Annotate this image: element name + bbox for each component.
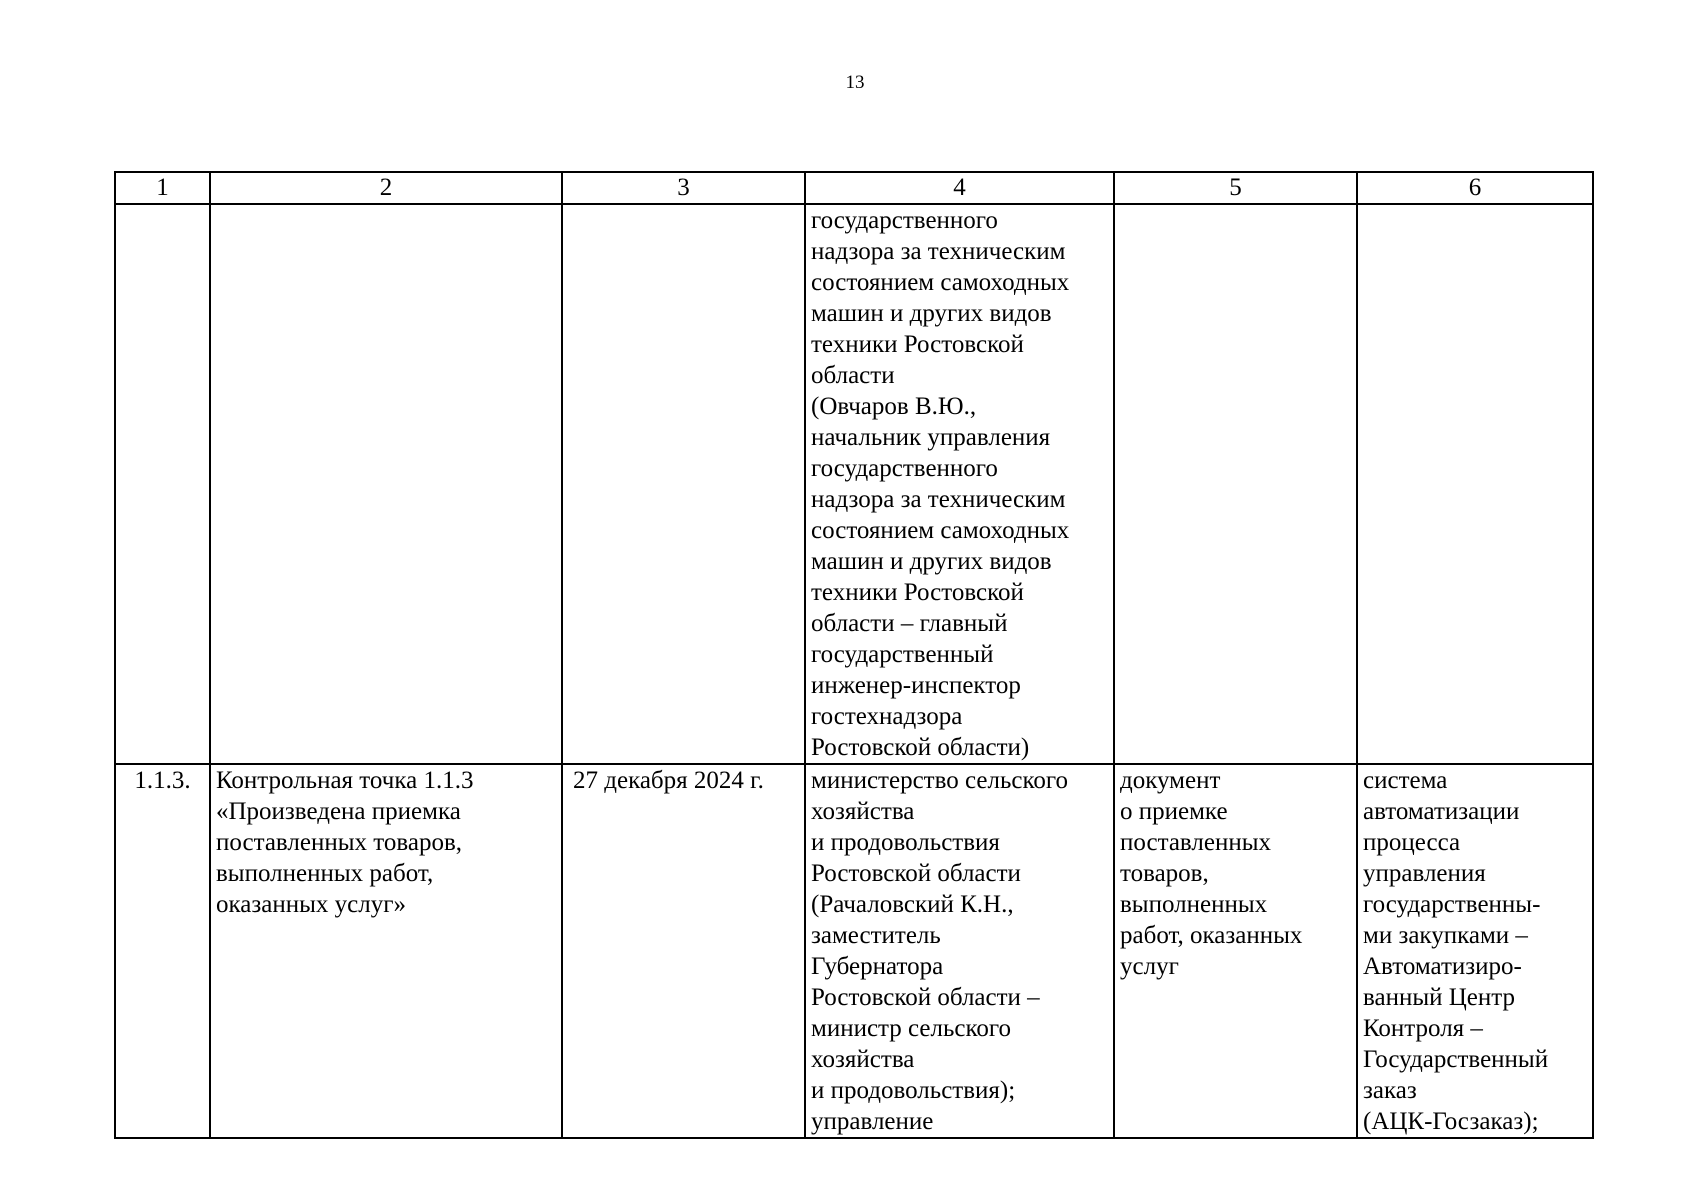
header-cell-6: 6 bbox=[1357, 172, 1593, 204]
information-system-cell: система автоматизации процесса управления государственны- ми закупками – Автоматизиро- ванный Центр Контроля – Государственный заказ (АЦК-Госзаказ); bbox=[1357, 764, 1593, 1138]
date-cell: 27 декабря 2024 г. bbox=[562, 764, 805, 1138]
header-cell-5: 5 bbox=[1114, 172, 1357, 204]
row-number-cell: 1.1.3. bbox=[115, 764, 210, 1138]
table-row bbox=[115, 764, 1593, 1138]
responsible-cell: министерство сельского хозяйства и продовольствия Ростовской области (Рачаловский К.Н., заместитель Губернатора Ростовской области – министр сельского хозяйства и продовольствия); управление bbox=[805, 764, 1114, 1138]
table-header-row bbox=[115, 172, 1593, 204]
header-cell-4: 4 bbox=[805, 172, 1114, 204]
control-point-cell: Контрольная точка 1.1.3 «Произведена приемка поставленных товаров, выполненных работ, оказанных услуг» bbox=[210, 764, 562, 1138]
page-number: 13 bbox=[845, 72, 865, 93]
table-row bbox=[115, 204, 1593, 764]
date-cell bbox=[562, 204, 805, 764]
header-cell-3: 3 bbox=[562, 172, 805, 204]
header-cell-1: 1 bbox=[115, 172, 210, 204]
row-number-cell bbox=[115, 204, 210, 764]
document-table bbox=[114, 171, 1594, 1139]
document-type-cell bbox=[1114, 204, 1357, 764]
information-system-cell bbox=[1357, 204, 1593, 764]
header-cell-2: 2 bbox=[210, 172, 562, 204]
control-point-cell bbox=[210, 204, 562, 764]
document-type-cell: документ о приемке поставленных товаров, выполненных работ, оказанных услуг bbox=[1114, 764, 1357, 1138]
responsible-cell: государственного надзора за техническим состоянием самоходных машин и других видов техники Ростовской области (Овчаров В.Ю., начальник управления государственного надзора за техническим состоянием самоходных машин и других видов техники Ростовской области – главный государственный инженер-инспектор гостехнадзора Ростовской области) bbox=[805, 204, 1114, 764]
